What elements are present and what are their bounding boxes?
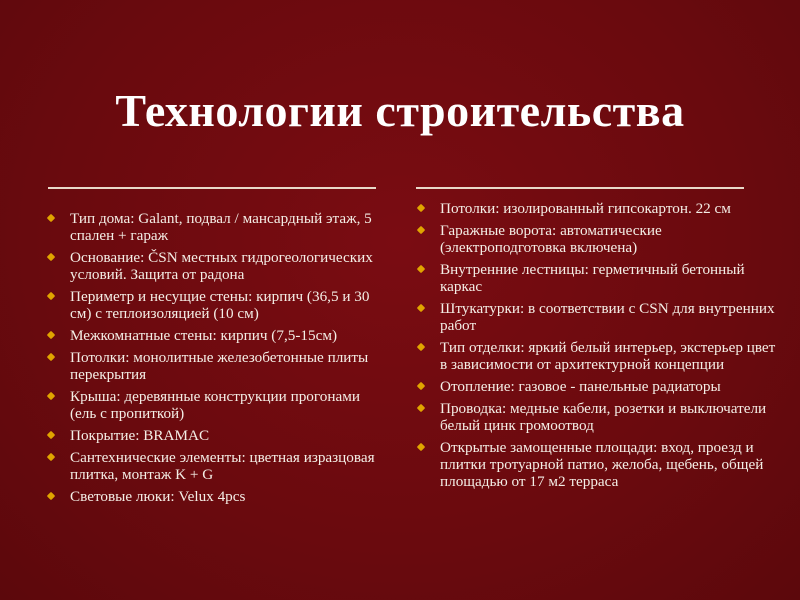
bullet-icon [47,492,55,500]
bullet-icon [417,304,425,312]
list-item [416,300,776,334]
list-item [46,249,386,283]
bullet-icon [417,382,425,390]
list-item-text: Покрытие: BRAMAC [70,427,210,444]
list-item-text: Проводка: медные кабели, розетки и выключатели белый цинк громоотвод [440,400,767,434]
list-item [46,388,386,422]
bullet-icon [417,404,425,412]
right-bullet-list [416,200,776,495]
list-item [46,327,386,344]
bullet-icon [47,331,55,339]
list-item [46,449,386,483]
left-divider [48,187,376,189]
list-item-text: Тип отделки: яркий белый интерьер, экстерьер цвет в зависимости от архитектурной концепции [440,339,776,373]
list-item-text: Потолки: изолированный гипсокартон. 22 см [440,200,731,217]
list-item-text: Межкомнатные стены: кирпич (7,5-15см) [70,327,337,344]
list-item [416,261,776,295]
list-item [46,288,386,322]
list-item-text: Периметр и несущие стены: кирпич (36,5 и 30 см) с теплоизоляцией (10 см) [70,288,370,322]
list-item [416,378,776,395]
list-item-text: Крыша: деревянные конструкции прогонами (ель с пропиткой) [70,388,360,422]
bullet-icon [417,226,425,234]
slide-title: Технологии строительства [115,84,685,136]
list-item [416,400,776,434]
list-item-text: Сантехнические элементы: цветная изразцовая плитка, монтаж K + G [70,449,375,483]
list-item [46,427,386,444]
list-item-text: Световые люки: Velux 4pcs [70,488,246,505]
bullet-icon [47,253,55,261]
list-item-text: Гаражные ворота: автоматические (электроподготовка включена) [440,222,662,256]
list-item [46,210,386,244]
bullet-icon [417,204,425,212]
bullet-icon [47,392,55,400]
right-divider [416,187,744,189]
bullet-icon [417,443,425,451]
list-item [416,200,776,217]
bullet-icon [47,453,55,461]
list-item-text: Отопление: газовое - панельные радиаторы [440,378,721,395]
bullet-icon [47,353,55,361]
list-item [416,222,776,256]
list-item-text: Открытые замощенные площади: вход, проезд и плитки тротуарной патио, желоба, щебень, общей площадью от 17 м2 терраса [440,439,764,490]
list-item-text: Тип дома: Galant, подвал / мансардный этаж, 5 спален + гараж [70,210,372,244]
bullet-icon [47,431,55,439]
list-item [416,339,776,373]
list-item-text: Потолки: монолитные железобетонные плиты перекрытия [70,349,369,383]
bullet-icon [417,265,425,273]
bullet-icon [417,343,425,351]
list-item-text: Внутренние лестницы: герметичный бетонный каркас [440,261,745,295]
list-item-text: Основание: ČSN местных гидрогеологических условий. Защита от радона [70,249,373,283]
list-item [416,439,776,490]
list-item [46,349,386,383]
list-item [46,488,386,505]
bullet-icon [47,292,55,300]
list-item-text: Штукатурки: в соответствии с CSN для внутренних работ [440,300,775,334]
bullet-icon [47,214,55,222]
left-bullet-list [46,210,386,510]
